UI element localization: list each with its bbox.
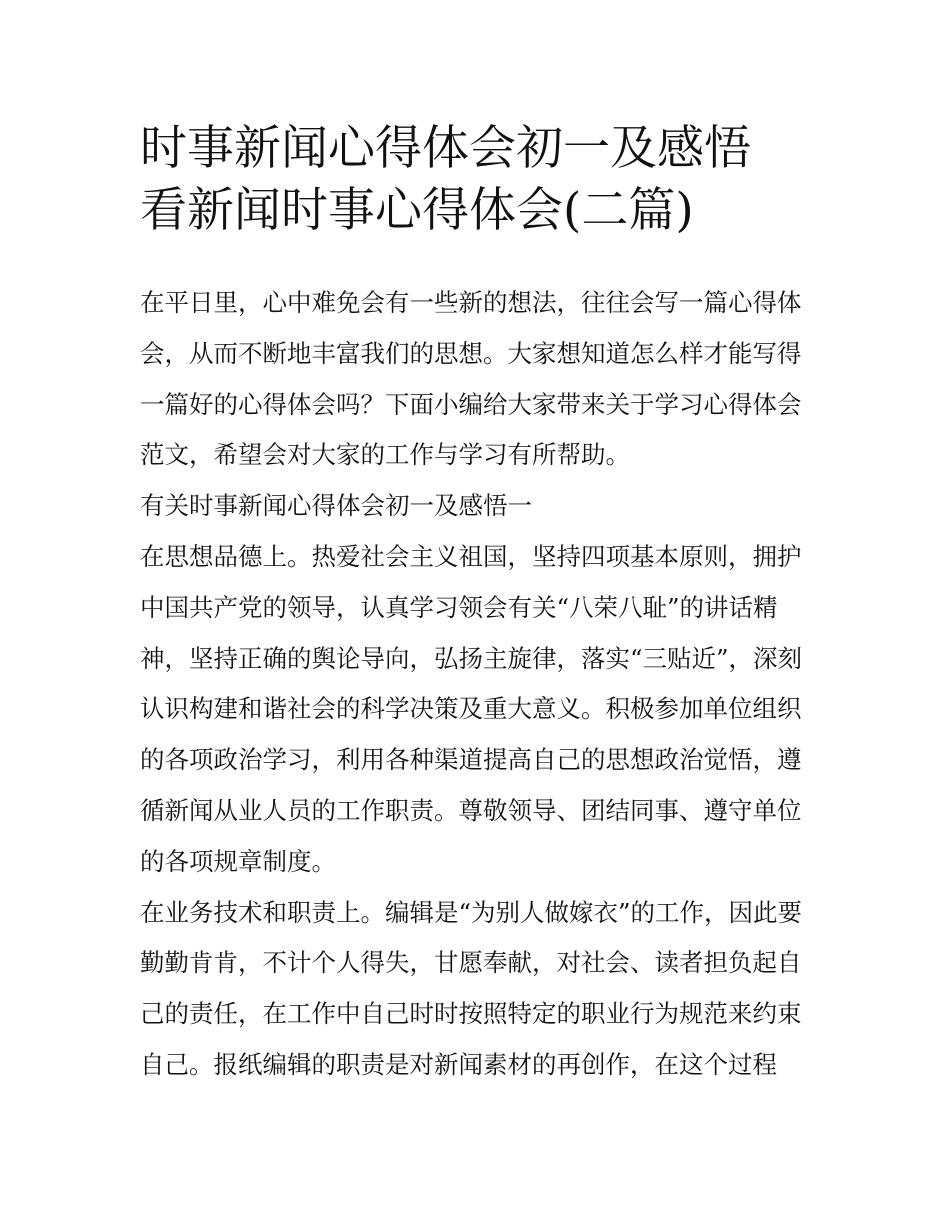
body-line: 在思想品德上。热爱社会主义祖国，坚持四项基本原则，拥护 [140,541,802,571]
body-line: 神，坚持正确的舆论导向，弘扬主旋律，落实“三贴近”，深刻 [140,643,803,673]
body-line: 一篇好的心得体会吗？下面小编给大家带来关于学习心得体会 [140,389,802,419]
section-heading: 有关时事新闻心得体会初一及感悟一 [140,491,532,521]
body-line: 认识构建和谐社会的科学决策及重大意义。积极参加单位组织 [140,694,802,724]
body-line: 己的责任，在工作中自己时时按照特定的职业行为规范来约束 [140,999,802,1029]
document-title [140,118,820,242]
body-line: 在业务技术和职责上。编辑是“为别人做嫁衣”的工作，因此要 [140,897,803,927]
body-line: 勤勤肯肯，不计个人得失，甘愿奉献，对社会、读者担负起自 [140,948,802,978]
body-line: 的各项政治学习，利用各种渠道提高自己的思想政治觉悟，遵 [140,745,802,775]
body-line: 会，从而不断地丰富我们的思想。大家想知道怎么样才能写得 [140,338,802,368]
title-line-1: 时事新闻心得体会初一及感悟 [140,121,751,176]
body-line: 中国共产党的领导，认真学习领会有关“八荣八耻”的讲话精 [140,592,778,622]
title-line-2: 看新闻时事心得体会(二篇) [140,183,694,238]
body-line: 在平日里，心中难免会有一些新的想法，往往会写一篇心得体 [140,288,802,317]
body-line: 范文，希望会对大家的工作与学习有所帮助。 [140,440,630,470]
body-line: 自己。报纸编辑的职责是对新闻素材的再创作，在这个过程 [140,1049,777,1079]
body-line: 循新闻从业人员的工作职责。尊敬领导、团结同事、遵守单位 [140,795,802,825]
document-body [140,280,820,1093]
body-line: 的各项规章制度。 [140,846,336,876]
